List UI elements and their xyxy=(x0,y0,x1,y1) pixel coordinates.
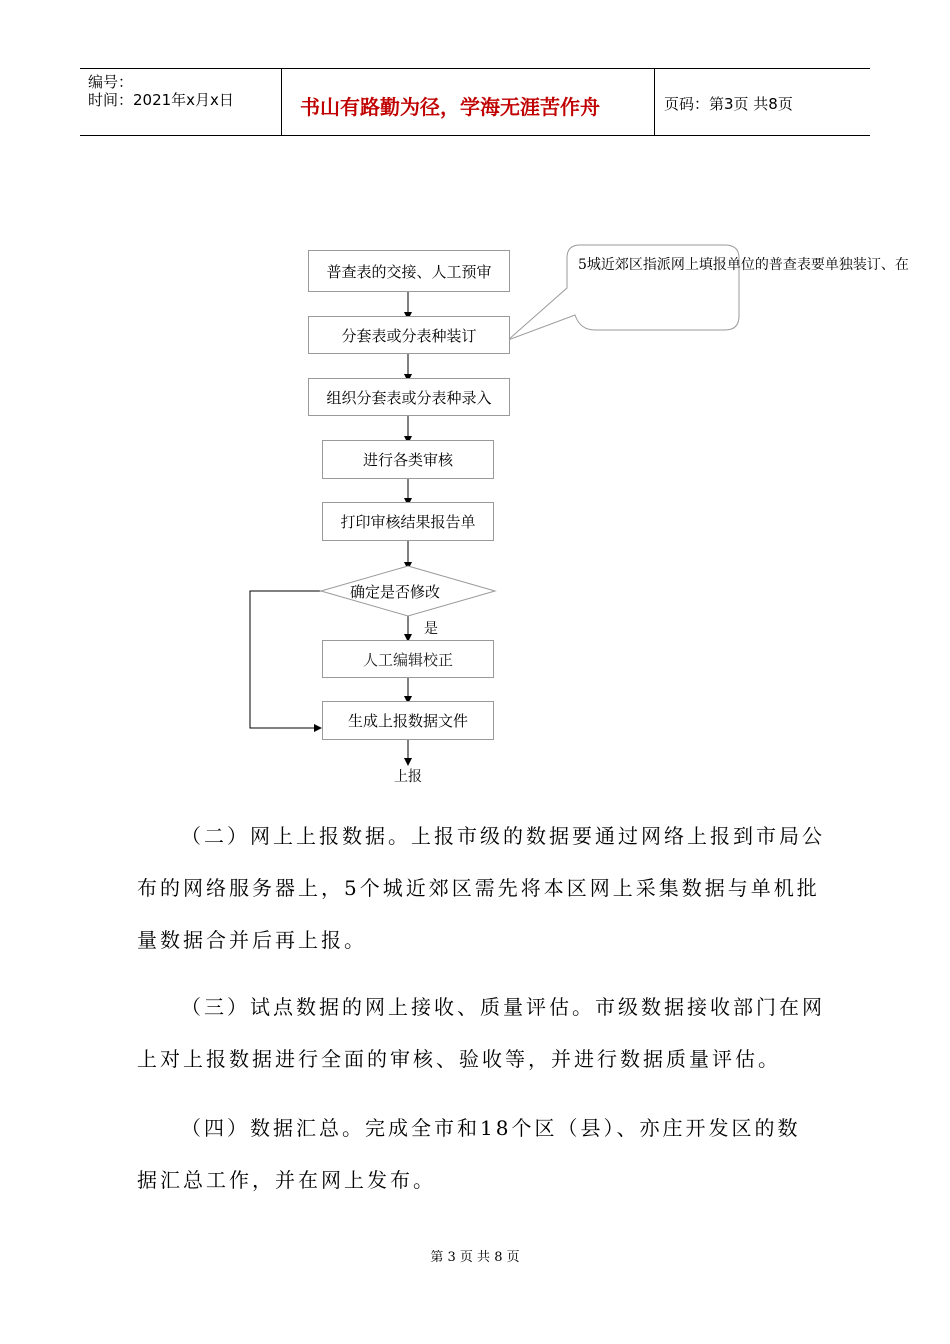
header-code-label: 编号： xyxy=(88,73,134,91)
flow-step-1: 普查表的交接、人工预审 xyxy=(308,250,510,292)
paragraph-line: 布的网络服务器上，5个城近郊区需先将本区网上采集数据与单机批 xyxy=(137,876,820,900)
paragraph-line: （三）试点数据的网上接收、质量评估。市级数据接收部门在网 xyxy=(181,995,825,1019)
flow-decision: 确定是否修改 xyxy=(350,583,441,601)
paragraph-3 xyxy=(137,981,825,1085)
flow-callout-text: 5城近郊区指派网上填报单位的普查表要单独装订、在 xyxy=(578,257,909,273)
paragraph-line: 上对上报数据进行全面的审核、验收等，并进行数据质量评估。 xyxy=(137,1047,781,1071)
paragraph-4 xyxy=(137,1102,817,1206)
header-page-label: 页码：第3页 共8页 xyxy=(664,95,793,113)
flow-step-2: 分套表或分表种装订 xyxy=(308,316,510,354)
flow-generate-step: 生成上报数据文件 xyxy=(322,701,494,740)
flow-step-5: 打印审核结果报告单 xyxy=(322,502,494,541)
paragraph-line: （四）数据汇总。完成全市和18个区（县）、亦庄开发区的数 xyxy=(181,1116,801,1140)
page-footer: 第 3 页 共 8 页 xyxy=(430,1250,520,1265)
flow-edit-step: 人工编辑校正 xyxy=(322,640,494,678)
paragraph-line: （二）网上上报数据。上报市级的数据要通过网络上报到市局公 xyxy=(181,824,825,848)
flow-yes-label: 是 xyxy=(424,621,438,637)
flow-end-label: 上报 xyxy=(394,769,422,785)
flow-step-4: 进行各类审核 xyxy=(322,440,494,479)
paragraph-line: 量数据合并后再上报。 xyxy=(137,928,367,952)
header-time-label: 时间：2021年x月x日 xyxy=(88,91,234,109)
paragraph-line: 据汇总工作，并在网上发布。 xyxy=(137,1168,436,1192)
header-motto: 书山有路勤为径，学海无涯苦作舟 xyxy=(300,95,600,119)
paragraph-2 xyxy=(137,810,825,966)
flow-step-3: 组织分套表或分表种录入 xyxy=(308,378,510,416)
